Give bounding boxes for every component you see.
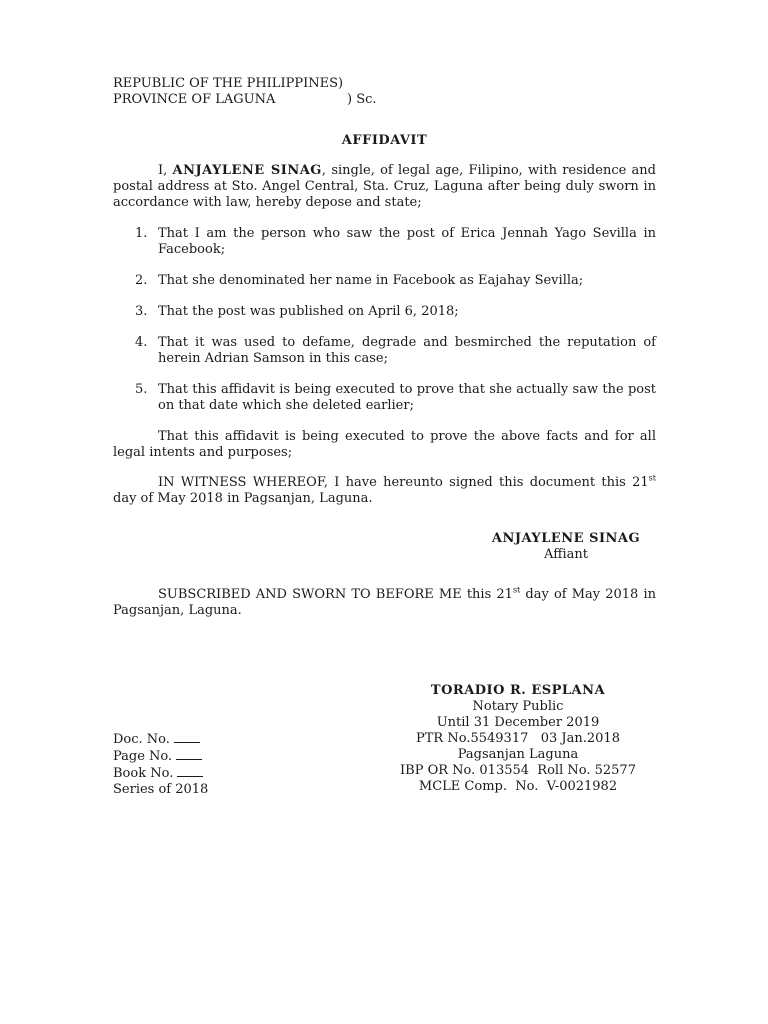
notary-ibp: IBP OR No. 013554 Roll No. 52577 [400, 763, 636, 778]
notary-place: Pagsanjan Laguna [457, 747, 579, 762]
doc-ref-doc-blank [174, 731, 200, 743]
list-item-number: 5. [135, 382, 148, 397]
notary-until: Until 31 December 2019 [436, 715, 600, 730]
list-item-number: 1. [135, 226, 148, 241]
document-references [113, 731, 208, 798]
venue-block [113, 76, 656, 108]
witness-ordinal: st [648, 473, 656, 483]
venue-province: PROVINCE OF LAGUNA [113, 92, 276, 107]
list-item [113, 335, 656, 367]
intro-prefix: I, [158, 163, 173, 178]
list-item-text: That this affidavit is being executed to prove that she actually saw the post on that date which she deleted earlier; [158, 382, 656, 413]
purpose-paragraph: That this affidavit is being executed to prove the above facts and for all legal intents and purposes; [113, 429, 656, 460]
doc-ref-book-label: Book No. [113, 766, 174, 781]
list-item-number: 2. [135, 273, 148, 288]
list-item [113, 304, 656, 320]
document-title: AFFIDAVIT [341, 133, 428, 148]
witness-paragraph [113, 475, 656, 507]
doc-ref-doc-label: Doc. No. [113, 732, 170, 747]
affiant-role: Affiant [544, 547, 588, 562]
notary-block [378, 683, 658, 795]
notary-mcle: MCLE Comp. No. V-0021982 [418, 779, 618, 794]
doc-ref-page [113, 748, 208, 765]
list-item-number: 3. [135, 304, 148, 319]
list-item-text: That she denominated her name in Facebook as Eajahay Sevilla; [158, 273, 584, 288]
affiant-signature-block [476, 531, 656, 563]
intro-text: , single, of legal age, Filipino, with residence and postal address at Sto. Angel Central, Sta. Cruz, Laguna after being duly sworn in accordance with law, hereby depose and state; [113, 163, 657, 210]
venue-province-line [113, 92, 656, 108]
list-item [113, 226, 656, 258]
list-item-text: That it was used to defame, degrade and besmirched the reputation of herein Adrian Samson in this case; [158, 335, 656, 366]
doc-ref-page-blank [176, 748, 202, 760]
intro-affiant-name: ANJAYLENE SINAG [172, 163, 322, 178]
notary-name: TORADIO R. ESPLANA [430, 683, 606, 698]
intro-paragraph [113, 163, 656, 211]
witness-text-before: IN WITNESS WHEREOF, I have hereunto signed this document this 21 [158, 475, 649, 490]
doc-ref-series: Series of 2018 [113, 782, 209, 797]
doc-ref-page-label: Page No. [113, 749, 173, 764]
affiant-name: ANJAYLENE SINAG [491, 531, 641, 546]
jurat-ordinal: st [512, 585, 521, 595]
jurat-paragraph [113, 587, 656, 619]
doc-ref-book-blank [177, 765, 203, 777]
list-item [113, 273, 656, 289]
doc-ref-doc [113, 731, 208, 748]
notary-title: Notary Public [472, 699, 564, 714]
list-item-text: That I am the person who saw the post of Erica Jennah Yago Sevilla in Facebook; [158, 226, 656, 257]
list-item-text: That the post was published on April 6, 2018; [158, 304, 459, 319]
notary-ptr: PTR No.5549317 03 Jan.2018 [416, 731, 620, 746]
jurat-text-after: day of May 2018 in Pagsanjan, Laguna. [113, 587, 656, 618]
list-item-number: 4. [135, 335, 148, 350]
list-item [113, 382, 656, 414]
notary-section [113, 683, 656, 803]
venue-sc: ) Sc. [347, 92, 377, 107]
statement-list [113, 226, 656, 414]
witness-text-after: day of May 2018 in Pagsanjan, Laguna. [113, 491, 373, 506]
doc-ref-book [113, 765, 208, 782]
jurat-text-before: SUBSCRIBED AND SWORN TO BEFORE ME this 21 [158, 587, 513, 602]
affidavit-document [113, 76, 656, 803]
venue-republic: REPUBLIC OF THE PHILIPPINES) [113, 76, 344, 91]
